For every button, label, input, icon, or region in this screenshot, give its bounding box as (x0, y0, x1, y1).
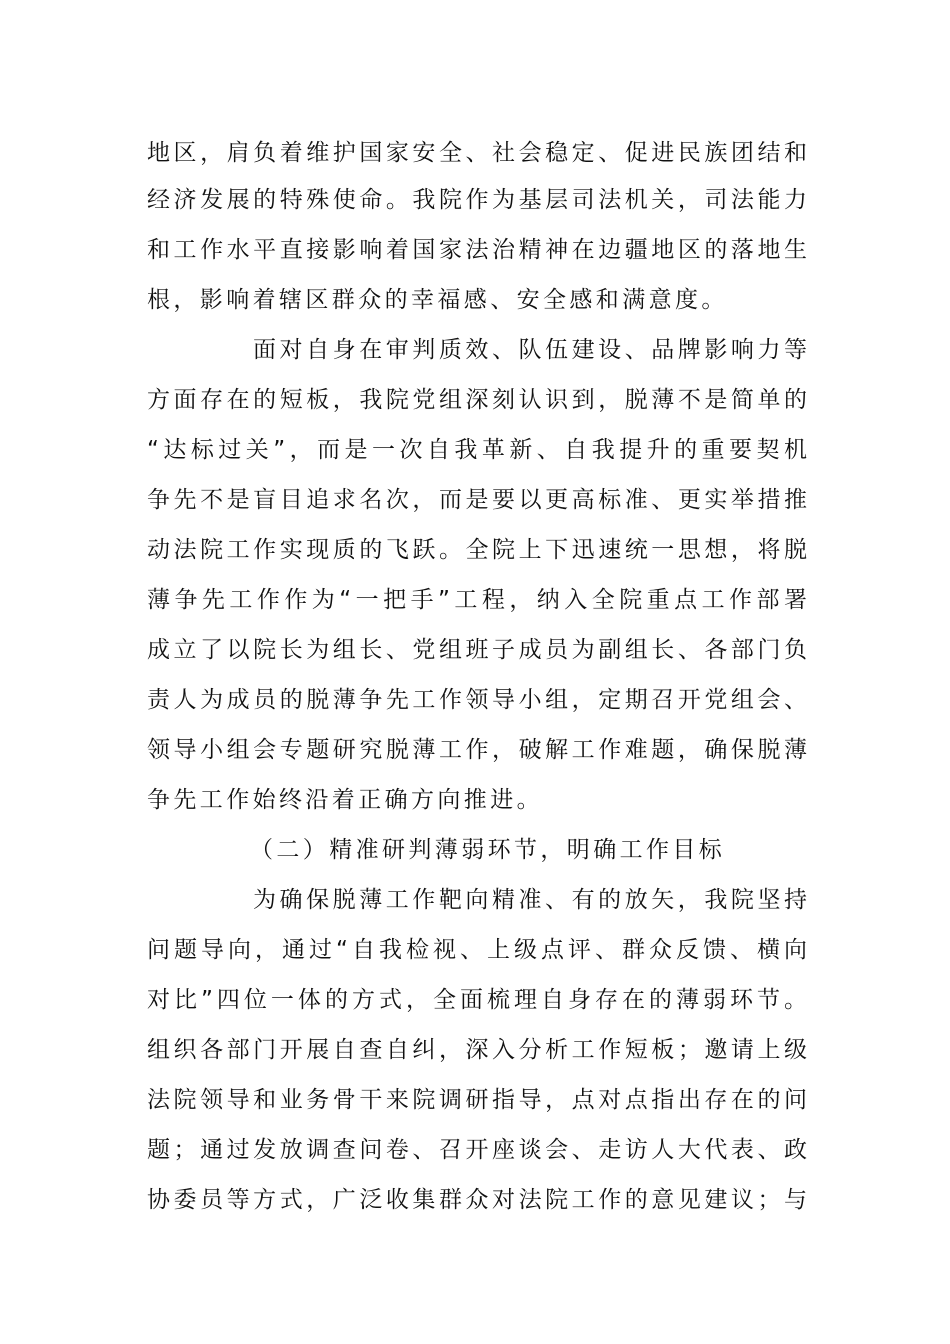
paragraph-line: 争先不是盲目追求名次，而是要以更高标准、更实举措推 (147, 487, 807, 513)
paragraph-line: 面对自身在审判质效、队伍建设、品牌影响力等 (253, 337, 807, 363)
paragraph-line: “达标过关”，而是一次自我革新、自我提升的重要契机 (147, 437, 807, 463)
paragraph-line: 责人为成员的脱薄争先工作领导小组，定期召开党组会、 (147, 687, 807, 713)
paragraph-line: 题；通过发放调查问卷、召开座谈会、走访人大代表、政 (147, 1137, 807, 1163)
paragraph-line: 和工作水平直接影响着国家法治精神在边疆地区的落地生 (147, 237, 807, 263)
paragraph-line: 协委员等方式，广泛收集群众对法院工作的意见建议；与 (147, 1187, 807, 1213)
paragraph-line: 成立了以院长为组长、党组班子成员为副组长、各部门负 (147, 637, 807, 663)
paragraph-line: 法院领导和业务骨干来院调研指导，点对点指出存在的问 (147, 1087, 807, 1113)
paragraph-line: 组织各部门开展自查自纠，深入分析工作短板；邀请上级 (147, 1037, 807, 1063)
paragraph-line: 对比”四位一体的方式，全面梳理自身存在的薄弱环节。 (147, 987, 807, 1013)
paragraph-line: 为确保脱薄工作靶向精准、有的放矢，我院坚持 (253, 887, 807, 913)
paragraph-line: 方面存在的短板，我院党组深刻认识到，脱薄不是简单的 (147, 387, 807, 413)
paragraph-line: 经济发展的特殊使命。我院作为基层司法机关，司法能力 (147, 187, 807, 213)
paragraph-line: 动法院工作实现质的飞跃。全院上下迅速统一思想，将脱 (147, 537, 807, 563)
paragraph-line: 根，影响着辖区群众的幸福感、安全感和满意度。 (147, 287, 728, 313)
paragraph-line: 争先工作始终沿着正确方向推进。 (147, 787, 543, 813)
paragraph-line: 问题导向，通过“自我检视、上级点评、群众反馈、横向 (147, 937, 807, 963)
paragraph-line: 地区，肩负着维护国家安全、社会稳定、促进民族团结和 (147, 140, 807, 166)
section-heading: （二）精准研判薄弱环节，明确工作目标 (250, 837, 726, 863)
paragraph-line: 领导小组会专题研究脱薄工作，破解工作难题，确保脱薄 (147, 737, 807, 763)
paragraph-line: 薄争先工作作为“一把手”工程，纳入全院重点工作部署 (147, 587, 807, 613)
